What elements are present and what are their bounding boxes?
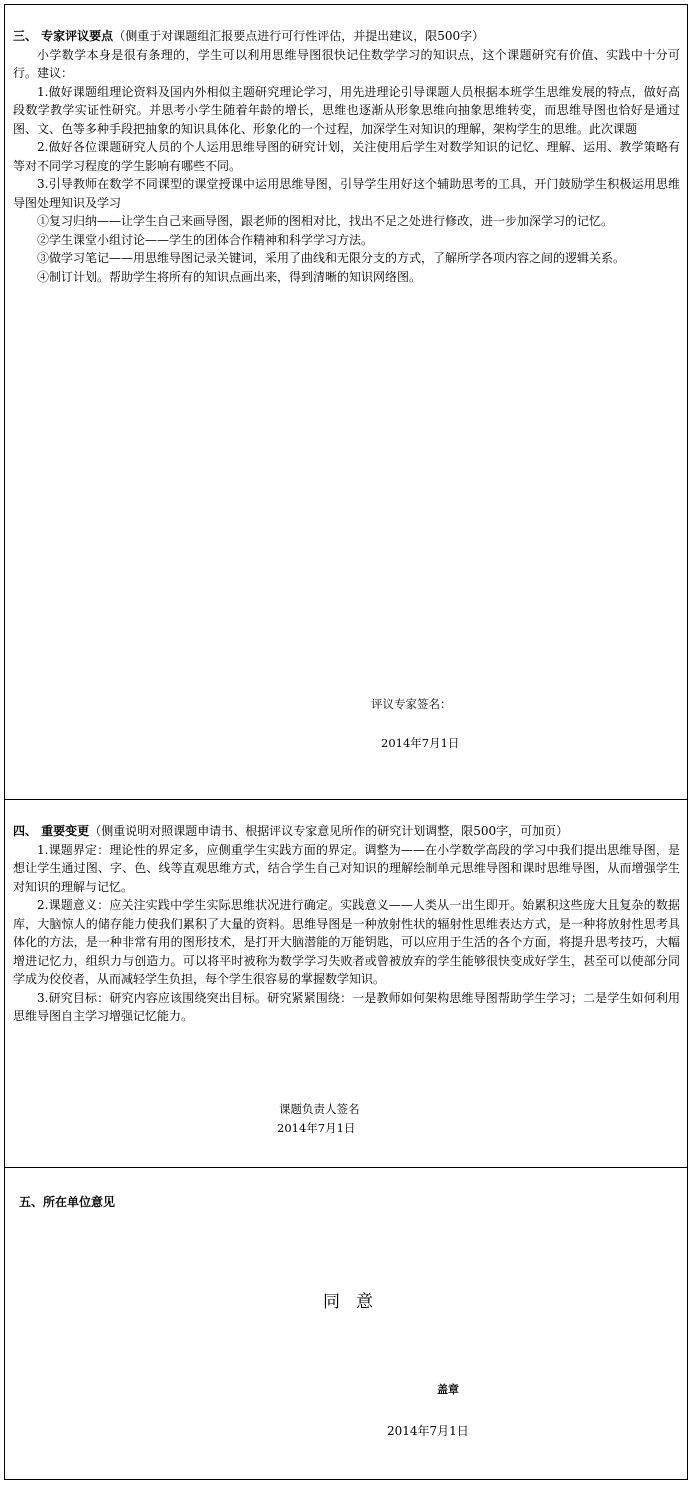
leader-signature-date: 2014年7月1日 (277, 1121, 356, 1135)
expert-review-title: 三、 专家评议要点 (13, 29, 114, 43)
leader-signature-label: 课题负责人签名 (279, 1102, 360, 1116)
stamp-label: 盖章 (437, 1383, 459, 1396)
expert-review-section (4, 4, 688, 800)
suggestion-3: 3.引导教师在数学不同课型的课堂授课中运用思维导图，引导学生用好这个辅助思考的工具，开门鼓励学生积极运用思维导图处理知识及学习 (13, 177, 680, 210)
major-changes-title: 四、 重要变更 (13, 824, 90, 838)
method-item-4: ④制订计划。帮助学生将所有的知识点画出来，得到清晰的知识网络图。 (37, 269, 422, 284)
major-changes-note: （侧重说明对照课题申请书、根据评议专家意见所作的研究计划调整，限500字，可加页） (89, 824, 569, 838)
unit-opinion-date: 2014年7月1日 (387, 1424, 469, 1438)
major-changes-section (4, 799, 688, 1168)
expert-review-intro: 小学数学本身是很有条理的，学生可以利用思维导图很快记住数学学习的知识点，这个课题研究有价值、实践中十分可行。建议： (13, 47, 680, 80)
suggestion-1: 1.做好课题组理论资料及国内外相似主题研究理论学习，用先进理论引导课题人员根据本班学生思维发展的特点，做好高段数学教学实证性研究。并思考小学生随着年龄的增长，思维也逐渐从形象思维向抽象思维转变，而思维导图也恰好是通过图、文、色等多种手段把抽象的知识具体化、形象化的一个过程，加深学生对知识的理解，架构学生的思维。此次课题 (13, 84, 680, 136)
expert-review-heading (13, 27, 680, 46)
major-changes-heading (13, 822, 680, 841)
change-paragraph-3: 3.研究目标：研究内容应该围绕突出目标。研究紧紧围绕：一是教师如何架构思维导图帮助学生学习；二是学生如何利用思维导图自主学习增强记忆能力。 (13, 990, 680, 1023)
method-item-3: ③做学习笔记——用思维导图记录关键词，采用了曲线和无限分支的方式，了解所学各项内容之间的逻辑关系。 (37, 251, 626, 265)
method-item-2: ②学生课堂小组讨论——学生的团体合作精神和科学学习方法。 (37, 232, 374, 247)
change-paragraph-1: 1.课题界定：理论性的界定多，应侧重学生实践方面的界定。调整为——在小学数学高段的学习中我们提出思维导图，是想让学生通过图、字、色、线等直观思维方式，结合学生自己对知识的理解绘制单元思维导图和课时思维导图，从而增强学生对知识的理解与记忆。 (13, 842, 680, 894)
expert-review-note: （侧重于对课题组汇报要点进行可行性评估，并提出建议，限500字） (113, 29, 485, 43)
unit-opinion-section (4, 1167, 688, 1480)
expert-review-date: 2014年7月1日 (381, 736, 460, 750)
change-paragraph-2: 2.课题意义：应关注实践中学生实际思维状况进行确定。实践意义——人类从一出生即开。始累积这些庞大且复杂的数据库，大脑惊人的储存能力使我们累积了大量的资料。思维导图是一种放射性状的辐射性思维表达方式，是一种将放射性思考具体化的方法，是一种非常有用的图形技术，是打开大脑潜能的万能钥匙，可以应用于生活的各个方面，将提升思考技巧，大幅增进记忆力，组织力与创造力。可以将平时被称为数学学习失败者或曾被放弃的学生能够很快变成好学生，甚至可以使部分同学成为佼佼者，从而减轻学生负担，每个学生很容易的掌握数学知识。 (13, 898, 680, 986)
unit-opinion-title: 五、所在单位意见 (19, 1195, 116, 1209)
expert-signature-label: 评议专家签名： (371, 697, 452, 711)
method-item-1: ①复习归纳——让学生自己来画导图，跟老师的图相对比，找出不足之处进行修改，进一步加深学习的记忆。 (37, 214, 614, 228)
suggestion-2: 2.做好各位课题研究人员的个人运用思维导图的研究计划，关注使用后学生对数学知识的记忆、理解、运用、教学策略有等对不同学习程度的学生影响有哪些不同。 (13, 140, 680, 173)
unit-opinion-text: 同意 (323, 1292, 389, 1312)
